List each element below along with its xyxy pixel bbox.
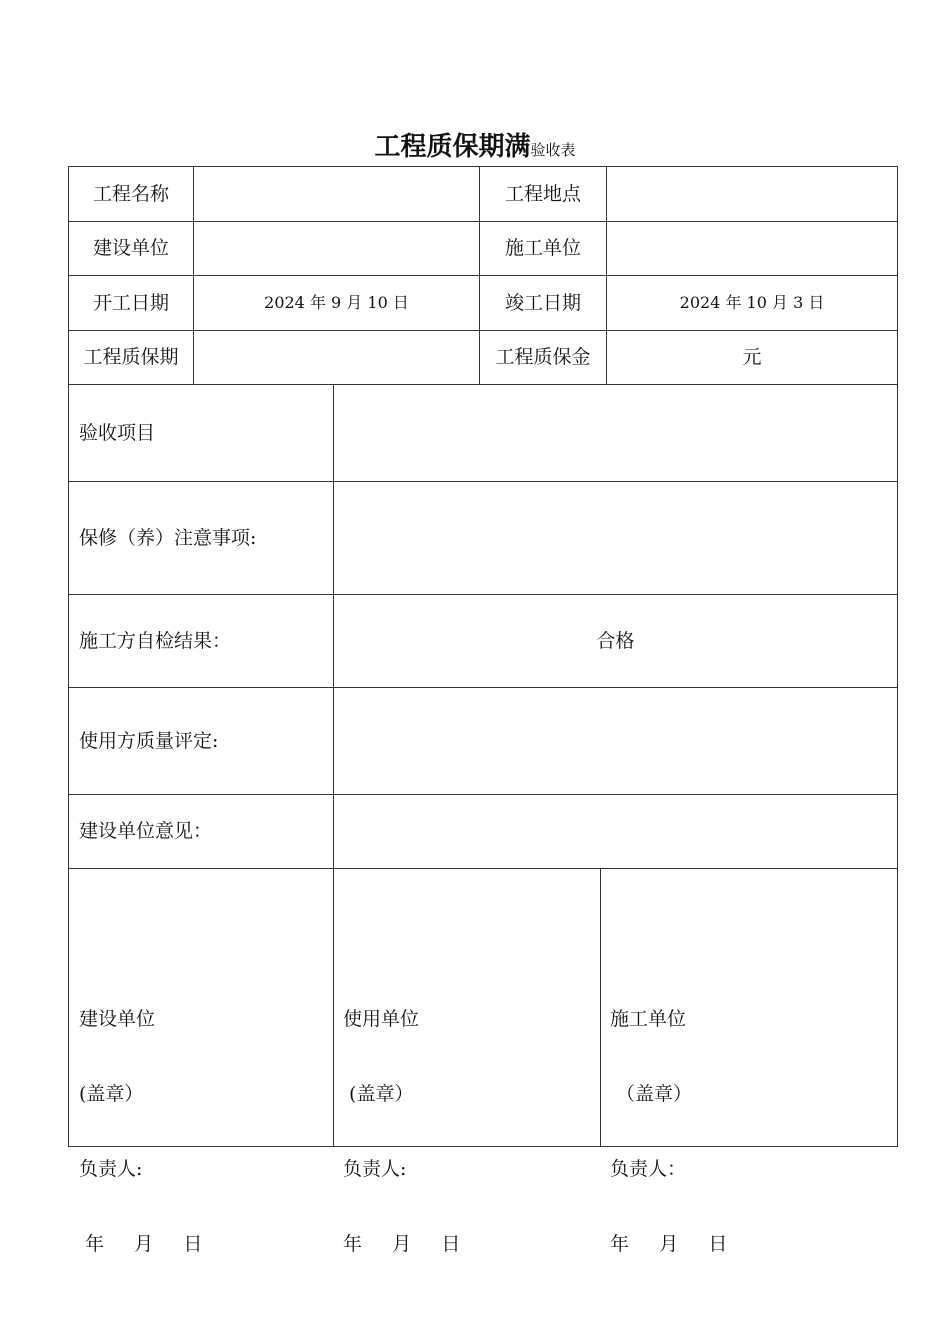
contractor-unit-label: 施工单位 xyxy=(480,222,607,276)
owner-opinion-field[interactable] xyxy=(334,795,898,869)
warranty-period-field[interactable] xyxy=(194,331,480,385)
project-name-label: 工程名称 xyxy=(69,167,194,222)
owner-unit-label: 建设单位 xyxy=(69,222,194,276)
owner-signature-block xyxy=(79,957,202,1307)
contractor-signature-seal: （盖章） xyxy=(610,1083,693,1105)
user-evaluation-label: 使用方质量评定: xyxy=(69,688,334,795)
start-date-value[interactable]: 2024 年 9 月 10 日 xyxy=(194,276,480,331)
title-main: 工程质保期满 xyxy=(374,132,531,162)
title-sub: 验收表 xyxy=(530,141,576,159)
project-name-field[interactable] xyxy=(194,167,480,222)
project-location-label: 工程地点 xyxy=(480,167,607,222)
self-check-label: 施工方自检结果： xyxy=(69,595,334,688)
maintenance-notes-field[interactable] xyxy=(334,482,898,595)
user-evaluation-field[interactable] xyxy=(334,688,898,795)
user-signature-cell[interactable] xyxy=(334,869,601,1255)
maintenance-notes-label: 保修（养）注意事项: xyxy=(69,482,334,595)
contractor-signature-unit: 施工单位 xyxy=(610,1008,687,1030)
user-signature-seal: (盖章） xyxy=(343,1083,414,1105)
owner-signature-seal: (盖章） xyxy=(79,1083,144,1105)
warranty-deposit-field[interactable]: 元 xyxy=(607,331,898,385)
owner-opinion-label: 建设单位意见： xyxy=(69,795,334,869)
acceptance-form-table xyxy=(68,166,898,1255)
completion-date-value[interactable]: 2024 年 10 月 3 日 xyxy=(607,276,898,331)
contractor-signature-person: 负责人： xyxy=(610,1158,687,1180)
self-check-result[interactable]: 合格 xyxy=(334,595,898,688)
completion-date-label: 竣工日期 xyxy=(480,276,607,331)
owner-unit-field[interactable] xyxy=(194,222,480,276)
contractor-signature-cell[interactable] xyxy=(601,869,898,1255)
user-signature-person: 负责人: xyxy=(343,1158,407,1180)
owner-signature-cell[interactable] xyxy=(69,869,334,1255)
contractor-signature-block xyxy=(610,957,727,1307)
start-date-label: 开工日期 xyxy=(69,276,194,331)
user-signature-block xyxy=(343,957,460,1307)
warranty-period-label: 工程质保期 xyxy=(69,331,194,385)
page-title xyxy=(0,126,950,163)
contractor-unit-field[interactable] xyxy=(607,222,898,276)
user-signature-date: 年 月 日 xyxy=(343,1233,461,1255)
contractor-signature-date: 年 月 日 xyxy=(610,1233,728,1255)
user-signature-unit: 使用单位 xyxy=(343,1008,420,1030)
owner-signature-person: 负责人: xyxy=(79,1158,143,1180)
project-location-field[interactable] xyxy=(607,167,898,222)
owner-signature-unit: 建设单位 xyxy=(79,1008,156,1030)
acceptance-items-label: 验收项目 xyxy=(69,385,334,482)
acceptance-items-field[interactable] xyxy=(334,385,898,482)
warranty-deposit-label: 工程质保金 xyxy=(480,331,607,385)
owner-signature-date: 年 月 日 xyxy=(79,1233,203,1255)
